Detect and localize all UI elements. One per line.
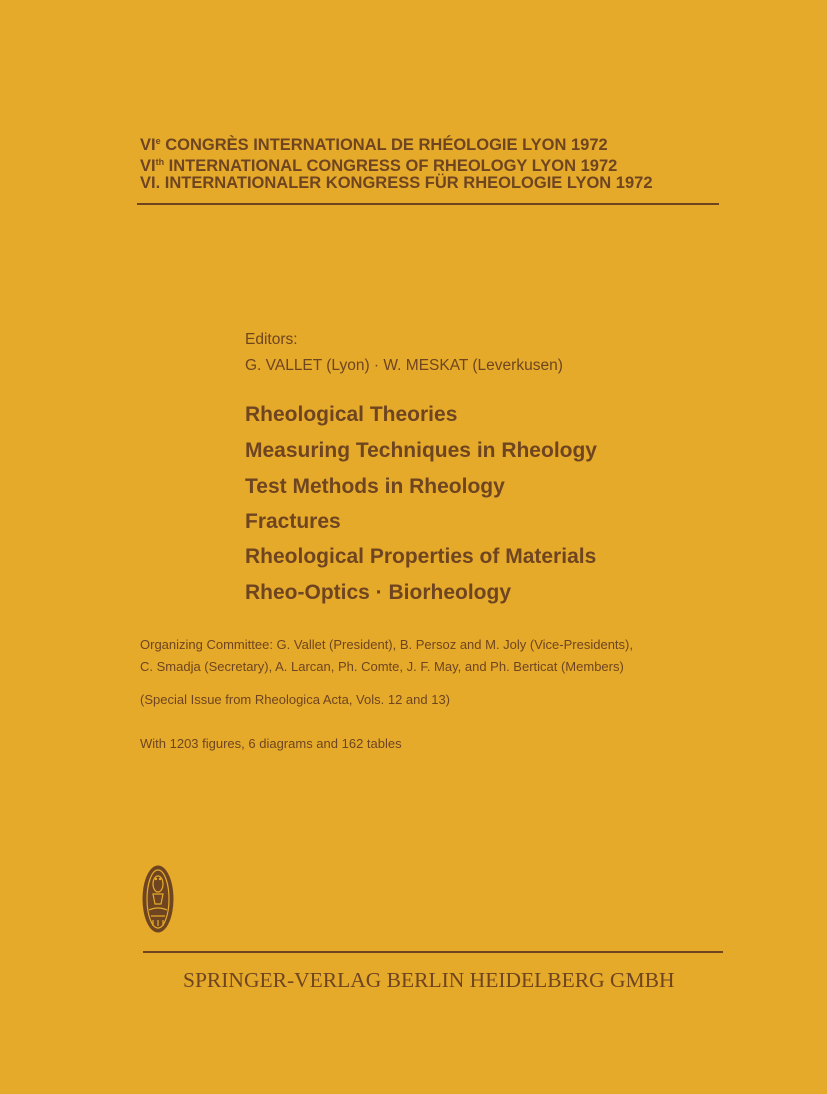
header-numeral: VI (140, 157, 156, 175)
topic-title: Test Methods in Rheology (245, 475, 505, 498)
header-superscript: th (155, 157, 165, 167)
editors-label: Editors: (245, 331, 298, 348)
special-issue-note: (Special Issue from Rheologica Acta, Vols. 12 and 13) (140, 692, 451, 707)
header-divider (137, 203, 719, 205)
header-text: CONGRÈS INTERNATIONAL DE RHÉOLOGIE LYON 1972 (160, 136, 608, 154)
header-numeral: VI (140, 136, 156, 154)
committee-line-2: C. Smadja (Secretary), A. Larcan, Ph. Comte, J. F. May, and Ph. Berticat (Members) (140, 659, 624, 674)
figures-note: With 1203 figures, 6 diagrams and 162 tables (140, 736, 402, 751)
header-text: INTERNATIONAL CONGRESS OF RHEOLOGY LYON 1972 (164, 157, 618, 175)
topic-title: Fractures (245, 510, 341, 533)
header-line-german: VI. INTERNATIONALER KONGRESS FÜR RHEOLOGIE LYON 1972 (140, 174, 653, 192)
topic-title: Rheo-Optics · Biorheology (245, 581, 512, 604)
header-superscript: e (155, 136, 161, 146)
editors-names: G. VALLET (Lyon) · W. MESKAT (Leverkusen) (245, 357, 563, 374)
topic-title: Measuring Techniques in Rheology (245, 439, 597, 462)
springer-logo-icon (141, 864, 175, 939)
topic-title: Rheological Theories (245, 403, 458, 426)
topic-title: Rheological Properties of Materials (245, 545, 597, 568)
committee-line-1: Organizing Committee: G. Vallet (President), B. Persoz and M. Joly (Vice-Presidents), (140, 637, 633, 652)
footer-divider (143, 951, 723, 953)
publisher-name: SPRINGER-VERLAG BERLIN HEIDELBERG GMBH (183, 968, 675, 992)
